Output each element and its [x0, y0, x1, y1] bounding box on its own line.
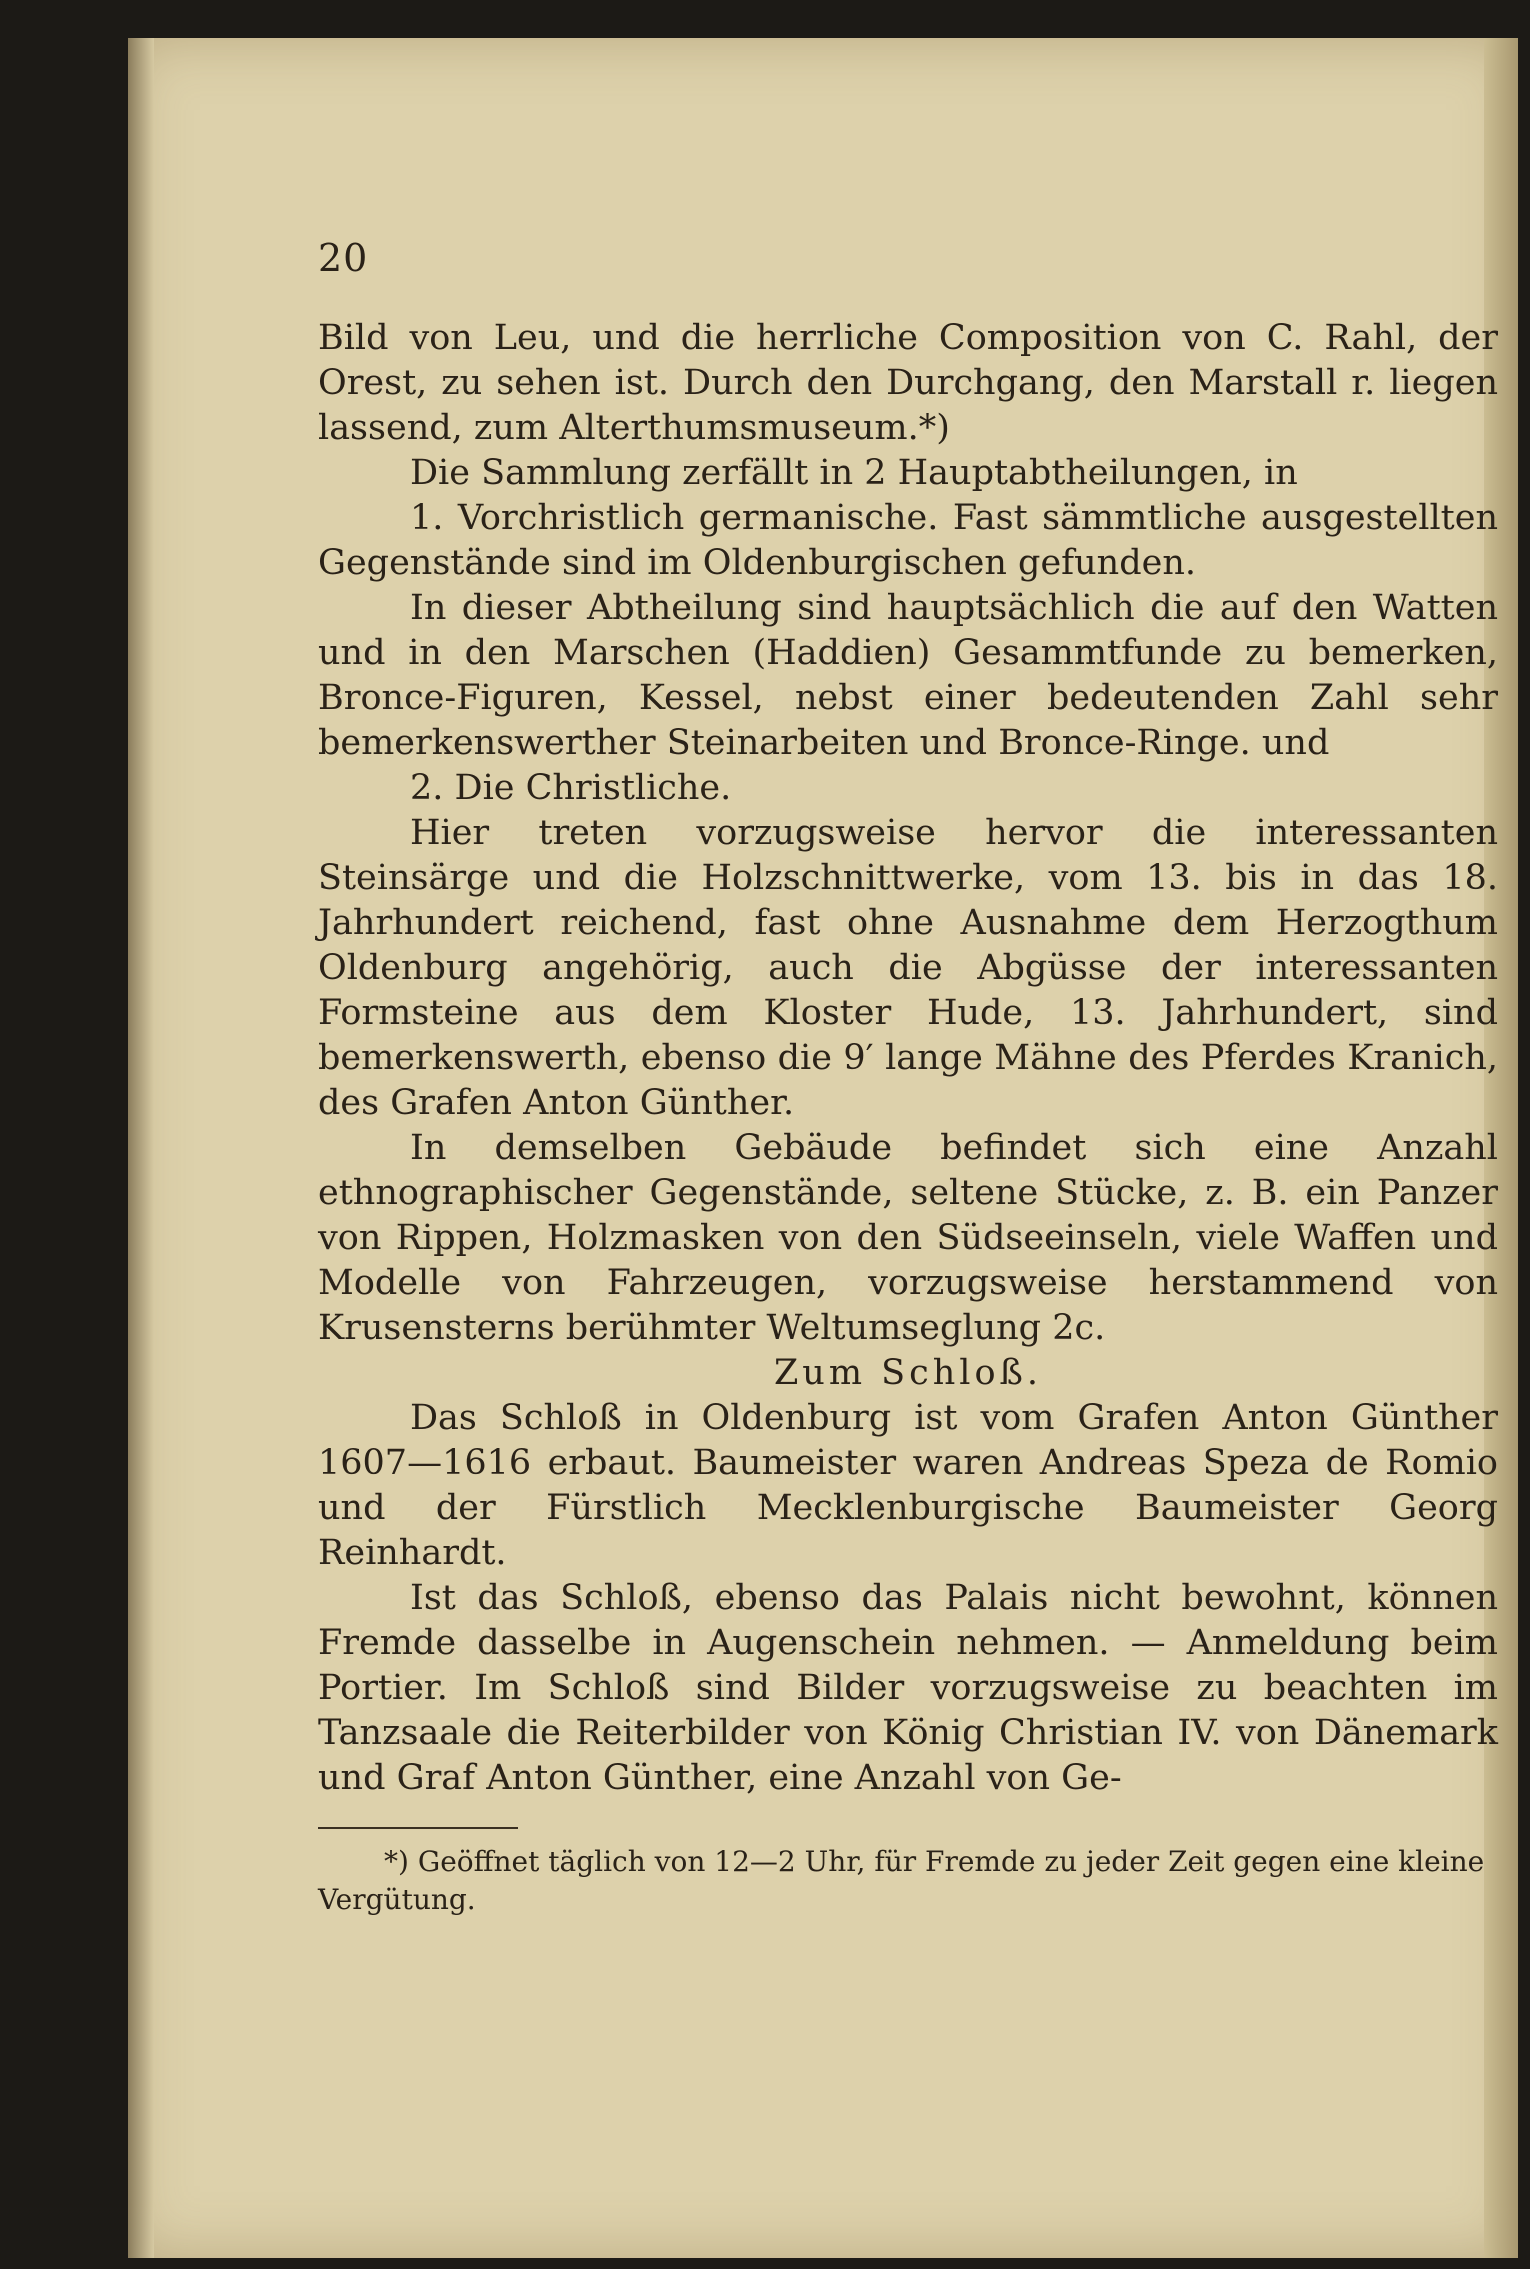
paragraph-1: Bild von Leu, und die herrliche Composition von C. Rahl, der Orest, zu sehen ist. Durch den Durchgang, den Marstall r. liegen lassend, zum Alterthumsmuseum.*)	[318, 318, 1498, 448]
list-item-1: 1. Vorchristlich germanische. Fast sämmtliche ausgestellten Gegenstände sind im Oldenburgischen gefunden.	[318, 498, 1498, 583]
text-block	[318, 236, 1498, 1919]
book-page	[128, 38, 1518, 2258]
page-number: 20	[318, 236, 369, 280]
paragraph-5: In demselben Gebäude befindet sich eine Anzahl ethnographischer Gegenstände, seltene Stücke, z. B. ein Panzer von Rippen, Holzmasken von den Südseeinseln, viele Waffen und Modelle von Fahrzeugen, vorzugsweise herstammend von Krusensterns berühmter Weltumseglung 2c.	[318, 1128, 1498, 1348]
page-gutter	[128, 38, 154, 2258]
paragraph-2: Die Sammlung zerfällt in 2 Hauptabtheilungen, in	[410, 453, 1298, 493]
footnote: *) Geöffnet täglich von 12—2 Uhr, für Fremde zu jeder Zeit gegen eine kleine Vergütung.	[318, 1845, 1485, 1916]
section-heading: Zum Schloß.	[773, 1353, 1043, 1393]
paragraph-7: Ist das Schloß, ebenso das Palais nicht bewohnt, können Fremde dasselbe in Augenschein nehmen. — Anmeldung beim Portier. Im Schloß sind Bilder vorzugsweise zu beachten im Tanzsaale die Reiterbilder von König Christian IV. von Dänemark und Graf Anton Günther, eine Anzahl von Ge-	[318, 1578, 1498, 1798]
paragraph-3: In dieser Abtheilung sind hauptsächlich die auf den Watten und in den Marschen (Haddien) Gesammtfunde zu bemerken, Bronce-Figuren, Kessel, nebst einer bedeutenden Zahl sehr bemerkenswerther Steinarbeiten und Bronce-Ringe. und	[318, 588, 1498, 763]
list-item-2: 2. Die Christliche.	[410, 768, 732, 808]
footnote-divider	[318, 1827, 518, 1829]
paragraph-6: Das Schloß in Oldenburg ist vom Grafen Anton Günther 1607—1616 erbaut. Baumeister waren Andreas Speza de Romio und der Fürstlich Mecklenburgische Baumeister Georg Reinhardt.	[318, 1398, 1498, 1573]
paragraph-4: Hier treten vorzugsweise hervor die interessanten Steinsärge und die Holzschnittwerke, vom 13. bis in das 18. Jahrhundert reichend, fast ohne Ausnahme dem Herzogthum Oldenburg angehörig, auch die Abgüsse der interessanten Formsteine aus dem Kloster Hude, 13. Jahrhundert, sind bemerkenswerth, ebenso die 9′ lange Mähne des Pferdes Kranich, des Grafen Anton Günther.	[318, 813, 1498, 1123]
